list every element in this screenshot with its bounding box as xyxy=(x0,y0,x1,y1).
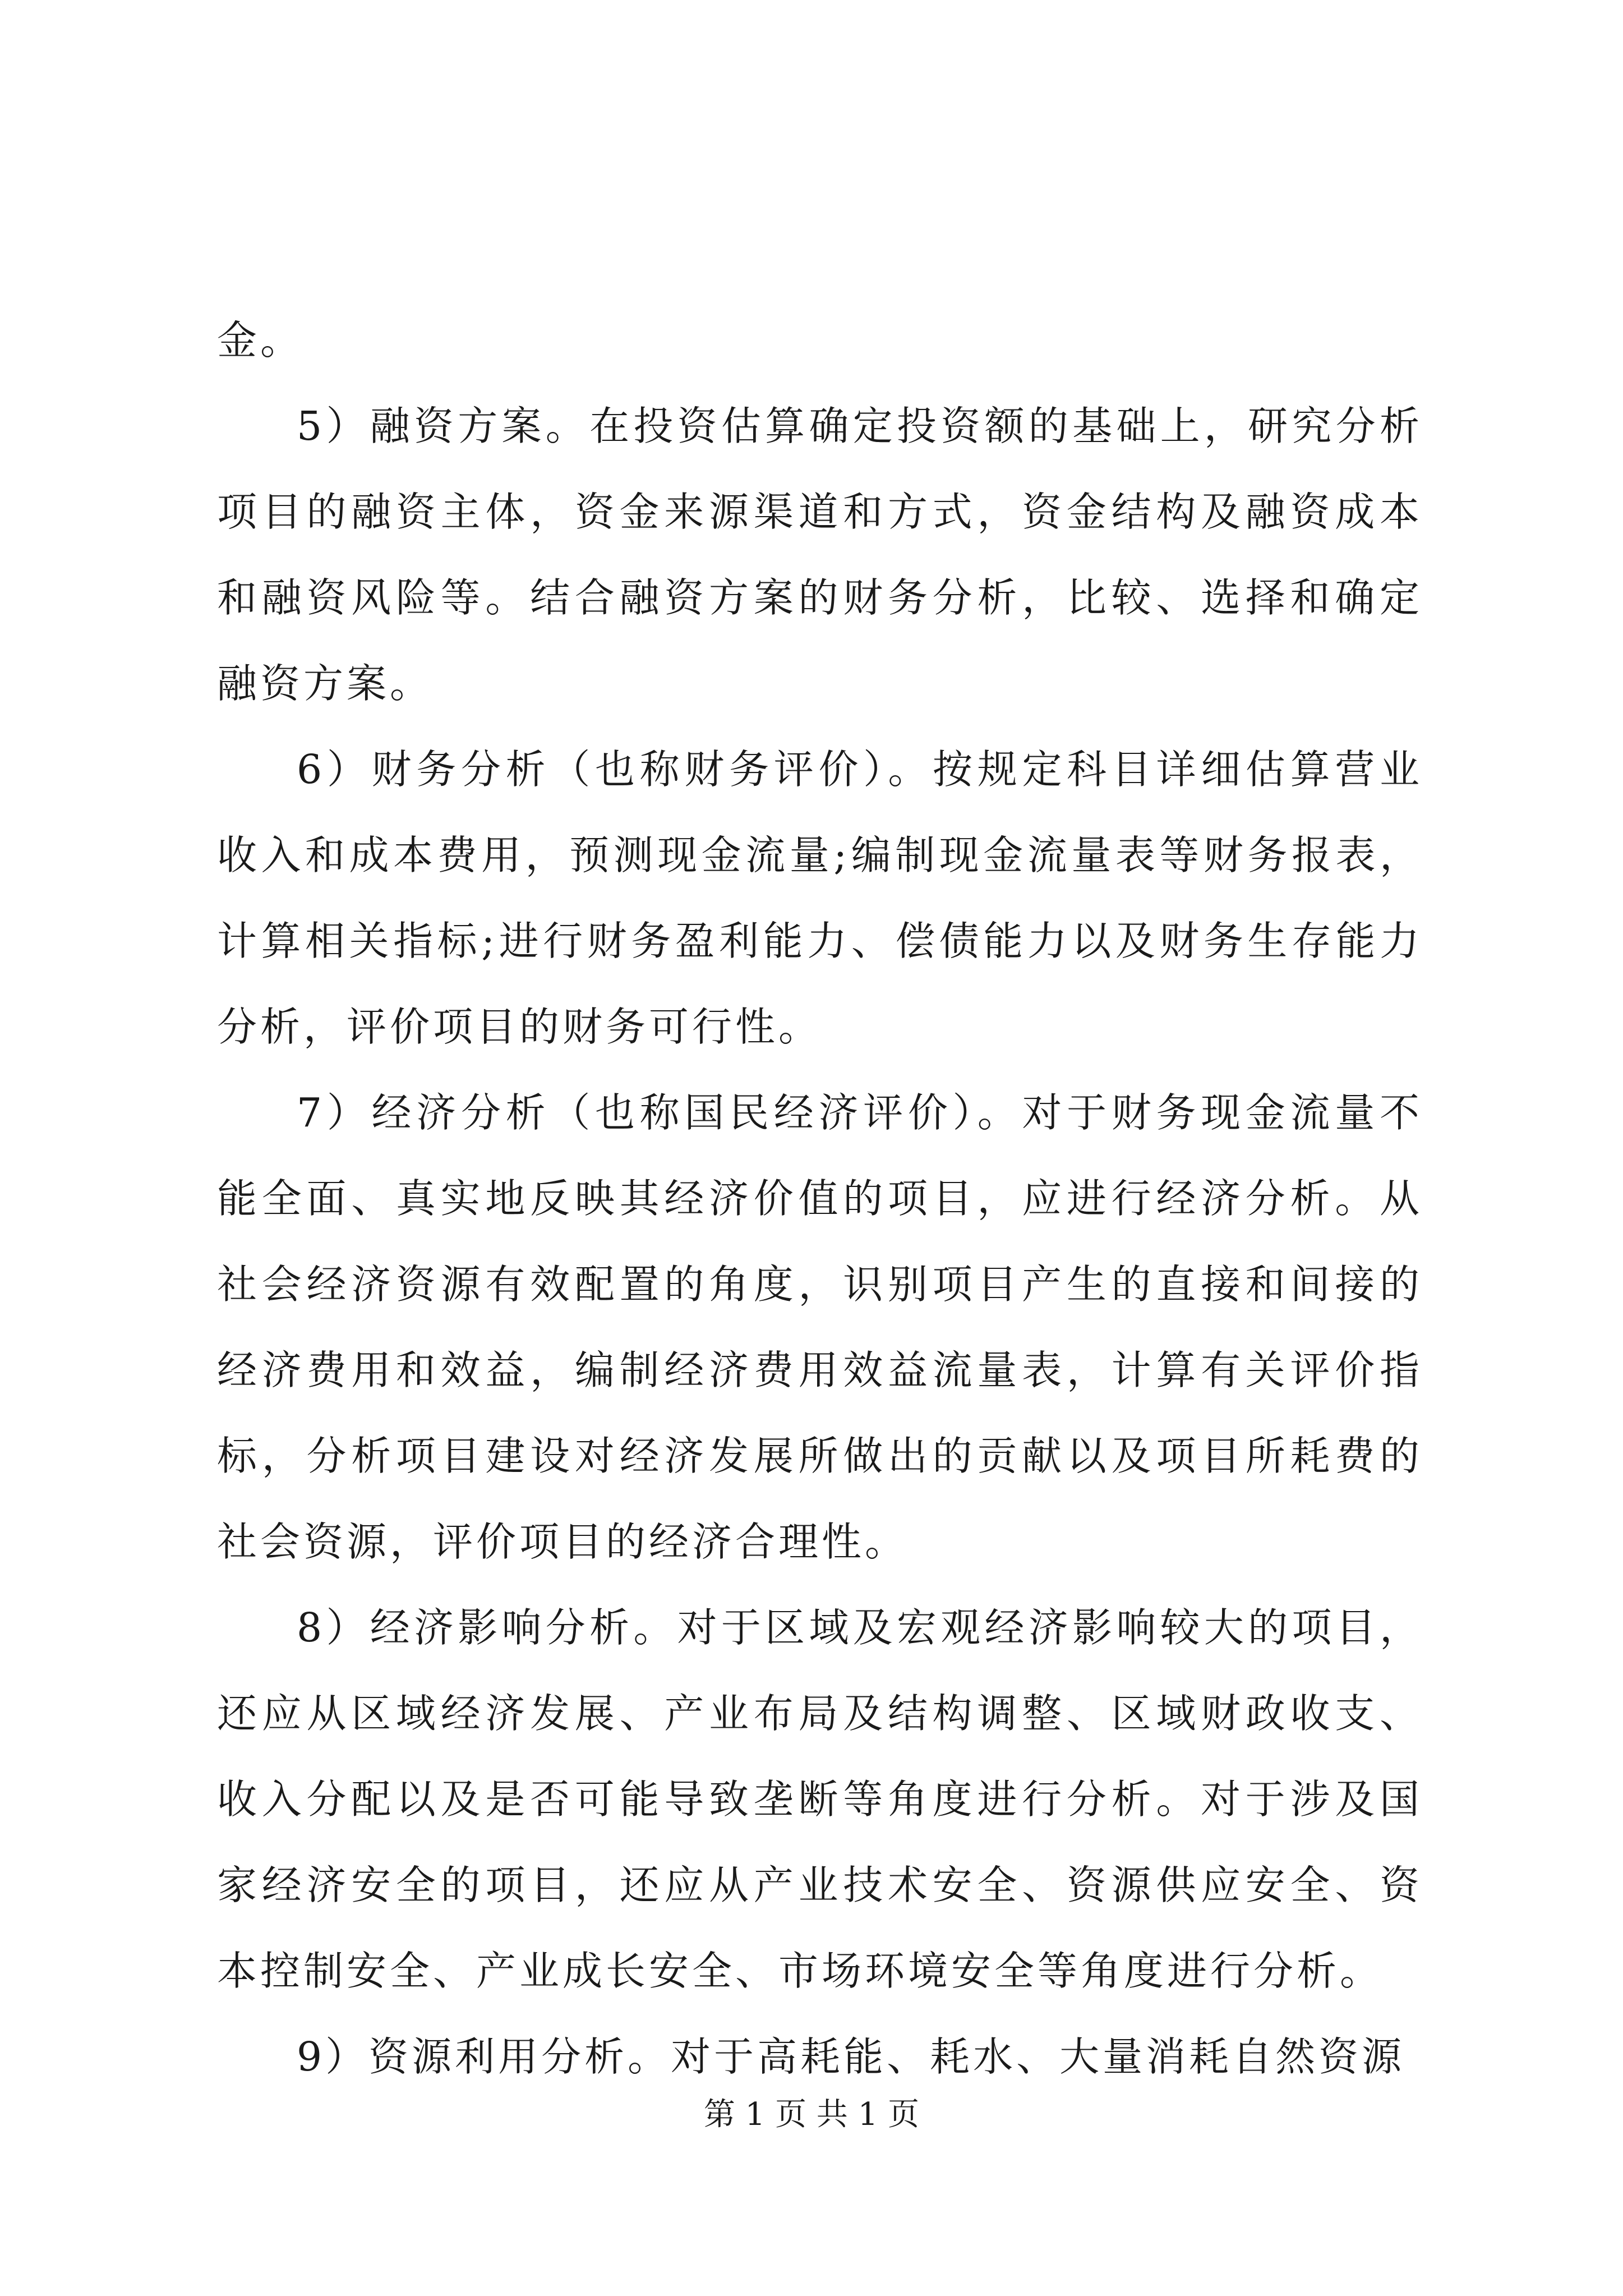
paragraph-financing-plan: 5）融资方案。在投资估算确定投资额的基础上，研究分析项目的融资主体，资金来源渠道和方式，资金结构及融资成本和融资风险等。结合融资方案的财务分析，比较、选择和确定融资方案。 xyxy=(217,403,1423,707)
paragraph-continuation: 金。 xyxy=(217,317,304,364)
paragraph-resource-utilization-analysis: 9）资源利用分析。对于高耗能、耗水、大量消耗自然资源 xyxy=(297,2033,1405,2080)
paragraph-financial-analysis: 6）财务分析（也称财务评价）。按规定科目详细估算营业收入和成本费用，预测现金流量;编制现金流量表等财务报表，计算相关指标;进行财务盈利能力、偿债能力以及财务生存能力分析，评价项目的财务可行性。 xyxy=(217,746,1423,1050)
page-footer xyxy=(0,2095,1623,2134)
page-number-label: 第 1 页 共 1 页 xyxy=(703,2096,920,2133)
body-text xyxy=(217,297,1423,2100)
paragraph-economic-impact-analysis: 8）经济影响分析。对于区域及宏观经济影响较大的项目，还应从区域经济发展、产业布局及结构调整、区域财政收支、收入分配以及是否可能导致垄断等角度进行分析。对于涉及国家经济安全的项目，还应从产业技术安全、资源供应安全、资本控制安全、产业成长安全、市场环境安全等角度进行分析。 xyxy=(217,1604,1423,1994)
paragraph-economic-analysis: 7）经济分析（也称国民经济评价）。对于财务现金流量不能全面、真实地反映其经济价值的项目，应进行经济分析。从社会经济资源有效配置的角度，识别项目产生的直接和间接的经济费用和效益，编制经济费用效益流量表，计算有关评价指标，分析项目建设对经济发展所做出的贡献以及项目所耗费的社会资源，评价项目的经济合理性。 xyxy=(217,1089,1423,1565)
